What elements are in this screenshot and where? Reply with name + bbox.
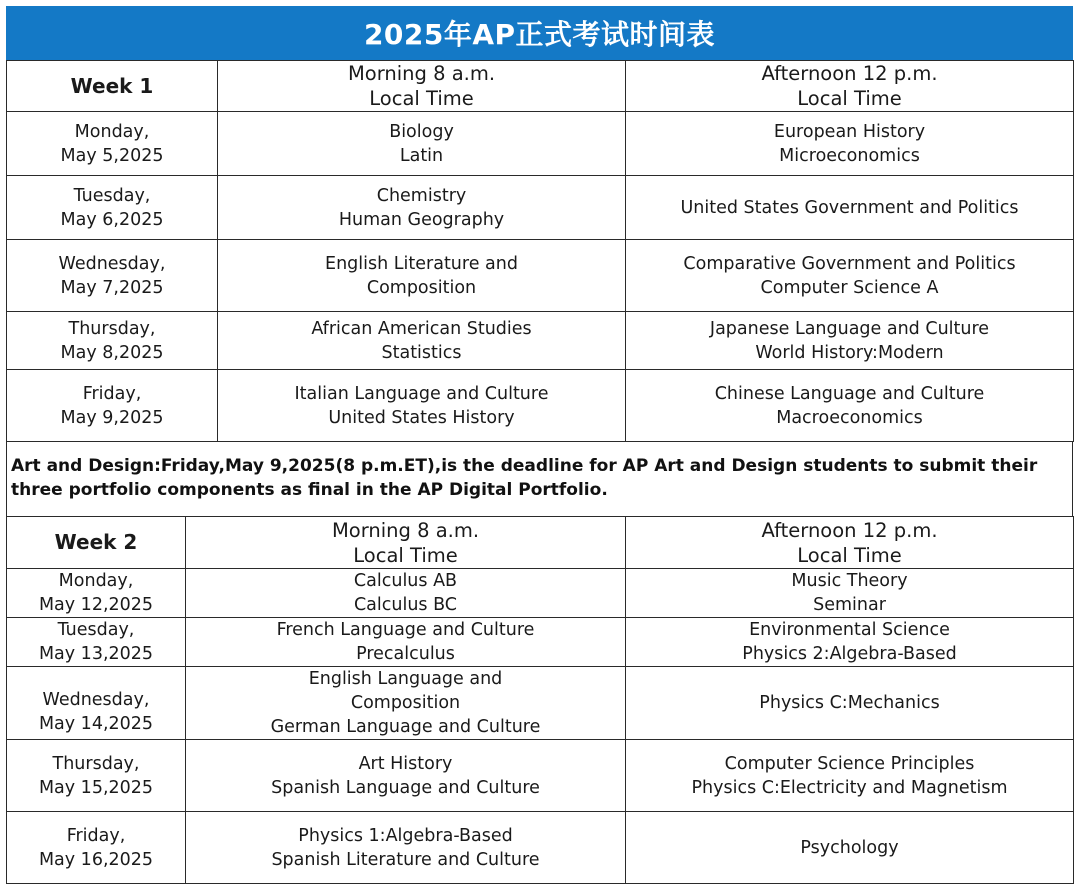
table-row	[7, 370, 1074, 442]
day-name: Monday,	[74, 121, 150, 142]
morning-exams	[186, 667, 626, 740]
afternoon-exams	[626, 569, 1074, 618]
afternoon-exams	[626, 740, 1074, 812]
exam-name: Latin	[399, 145, 444, 166]
week1-afternoon-header	[626, 61, 1074, 112]
exam-name: Human Geography	[338, 209, 505, 230]
exam-name: English Literature and	[325, 253, 518, 274]
week1-label: Week 1	[7, 61, 218, 112]
afternoon-exams	[626, 176, 1074, 240]
week1-morning-header	[218, 61, 626, 112]
exam-name: Physics 2:Algebra-Based	[742, 644, 957, 664]
exam-name: Psychology	[800, 837, 899, 858]
exam-name: Comparative Government and Politics	[683, 253, 1016, 274]
day-name: Wednesday,	[58, 253, 166, 274]
exam-name: Physics 1:Algebra-Based	[298, 825, 513, 846]
day-cell	[7, 240, 218, 312]
exam-schedule	[6, 6, 1073, 884]
table-row	[7, 176, 1074, 240]
exam-name: Spanish Literature and Culture	[271, 849, 540, 870]
art-design-deadline-note: Art and Design:Friday,May 9,2025(8 p.m.ET),is the deadline for AP Art and Design students to submit their three portfolio components as final in the AP Digital Portfolio.	[6, 442, 1073, 516]
day-name: Friday,	[66, 825, 126, 846]
day-date: May 16,2025	[38, 849, 154, 870]
afternoon-exams	[626, 667, 1074, 740]
exam-name: Japanese Language and Culture	[709, 318, 990, 339]
exam-name: European History	[773, 121, 926, 142]
day-cell	[7, 667, 186, 740]
week1-header-row	[7, 61, 1074, 112]
afternoon-exams	[626, 112, 1074, 176]
exam-name: Computer Science A	[760, 277, 939, 298]
day-cell	[7, 312, 218, 370]
day-date: May 12,2025	[38, 595, 154, 615]
exam-name: Computer Science Principles	[724, 753, 975, 774]
exam-name: Calculus AB	[353, 571, 458, 591]
exam-name: Music Theory	[791, 571, 908, 591]
exam-name: World History:Modern	[755, 342, 944, 363]
morning-exams	[218, 176, 626, 240]
exam-name: German Language and Culture	[270, 717, 541, 737]
day-name: Monday,	[58, 571, 134, 591]
table-row	[7, 112, 1074, 176]
week2-header-row	[7, 517, 1074, 569]
exam-name: Precalculus	[356, 644, 455, 664]
day-cell	[7, 112, 218, 176]
morning-exams	[186, 569, 626, 618]
day-date: May 15,2025	[38, 777, 154, 798]
table-row	[7, 740, 1074, 812]
exam-name: Seminar	[813, 595, 886, 615]
exam-name: Chemistry	[376, 185, 467, 206]
day-name: Thursday,	[52, 753, 140, 774]
week2-morning-header	[186, 517, 626, 569]
day-name: Friday,	[82, 383, 142, 404]
day-cell	[7, 569, 186, 618]
exam-name: Spanish Language and Culture	[271, 777, 540, 798]
table-row	[7, 312, 1074, 370]
afternoon-exams	[626, 618, 1074, 667]
day-name: Wednesday,	[42, 690, 150, 710]
day-cell	[7, 176, 218, 240]
day-date: May 9,2025	[60, 407, 164, 428]
week1-afternoon-header-line: Afternoon 12 p.m.	[761, 62, 938, 85]
exam-name: English Language and	[308, 669, 503, 689]
table-row	[7, 618, 1074, 667]
day-date: May 13,2025	[38, 644, 154, 664]
afternoon-exams	[626, 812, 1074, 884]
morning-exams	[218, 312, 626, 370]
week1-morning-header-line: Local Time	[369, 87, 474, 110]
exam-name: Environmental Science	[749, 620, 950, 640]
exam-name: Calculus BC	[353, 595, 458, 615]
exam-name: United States History	[328, 407, 515, 428]
day-name: Tuesday,	[57, 620, 135, 640]
week1-afternoon-header-line: Local Time	[797, 87, 902, 110]
week2-label: Week 2	[7, 517, 186, 569]
day-name: Tuesday,	[73, 185, 151, 206]
morning-exams	[218, 240, 626, 312]
exam-name: Microeconomics	[779, 145, 920, 166]
exam-name: Italian Language and Culture	[294, 383, 549, 404]
morning-exams	[186, 618, 626, 667]
exam-name: Composition	[350, 693, 461, 713]
exam-name: Statistics	[381, 342, 462, 363]
exam-name: Composition	[366, 277, 477, 298]
day-date: May 14,2025	[38, 714, 154, 734]
exam-name: Physics C:Mechanics	[759, 693, 940, 713]
day-date: May 6,2025	[60, 209, 164, 230]
week2-afternoon-header-line: Local Time	[797, 543, 902, 567]
day-cell	[7, 618, 186, 667]
week2-afternoon-header-line: Afternoon 12 p.m.	[761, 518, 938, 542]
day-cell	[7, 812, 186, 884]
morning-exams	[218, 370, 626, 442]
afternoon-exams	[626, 370, 1074, 442]
week2-afternoon-header	[626, 517, 1074, 569]
day-cell	[7, 740, 186, 812]
exam-name: Biology	[389, 121, 454, 142]
table-row	[7, 569, 1074, 618]
day-date: May 7,2025	[60, 277, 164, 298]
table-row	[7, 812, 1074, 884]
morning-exams	[186, 812, 626, 884]
week2-morning-header-line: Morning 8 a.m.	[331, 518, 480, 542]
week1-morning-header-line: Morning 8 a.m.	[347, 62, 496, 85]
schedule-title: 2025年AP正式考试时间表	[6, 6, 1073, 60]
exam-name: Physics C:Electricity and Magnetism	[691, 777, 1008, 798]
day-name: Thursday,	[68, 318, 156, 339]
exam-name: African American Studies	[311, 318, 532, 339]
afternoon-exams	[626, 312, 1074, 370]
afternoon-exams	[626, 240, 1074, 312]
morning-exams	[186, 740, 626, 812]
week2-table	[6, 516, 1074, 884]
morning-exams	[218, 112, 626, 176]
exam-name: United States Government and Politics	[680, 197, 1019, 218]
table-row	[7, 667, 1074, 740]
exam-name: Chinese Language and Culture	[714, 383, 985, 404]
day-cell	[7, 370, 218, 442]
week1-table	[6, 60, 1074, 442]
day-date: May 8,2025	[60, 342, 164, 363]
exam-name: French Language and Culture	[276, 620, 535, 640]
exam-name: Art History	[358, 753, 453, 774]
exam-name: Macroeconomics	[776, 407, 923, 428]
table-row	[7, 240, 1074, 312]
week2-morning-header-line: Local Time	[353, 543, 458, 567]
day-date: May 5,2025	[60, 145, 164, 166]
